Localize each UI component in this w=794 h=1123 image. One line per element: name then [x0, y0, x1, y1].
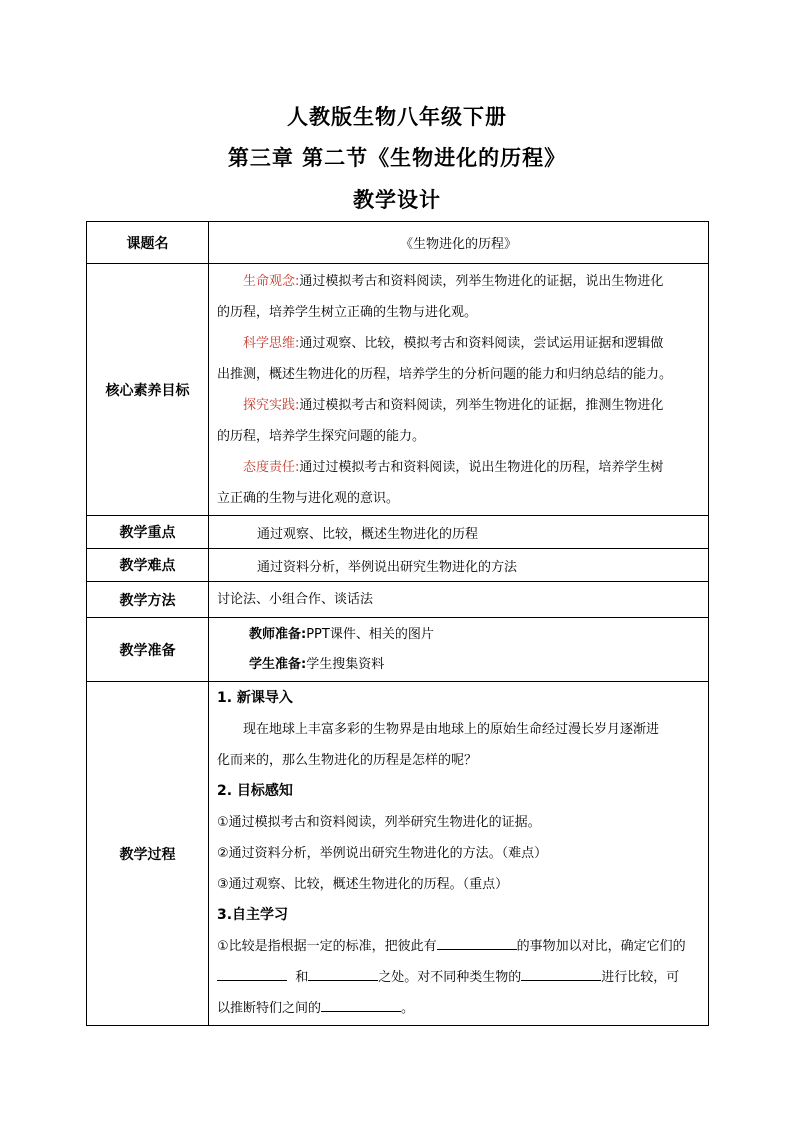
table-row-key-point — [87, 516, 709, 549]
teacher-prep-label: 教师准备: — [249, 626, 307, 642]
doc-title-line3: 教学设计 — [353, 187, 441, 212]
goal-tag: 科学思维: — [243, 335, 300, 351]
goal-text: 立正确的生物与进化观的意识。 — [217, 490, 400, 506]
goal-item — [209, 328, 708, 390]
topic-label: 课题名 — [87, 222, 209, 264]
process-label: 教学过程 — [87, 682, 209, 1026]
answer-blank — [321, 997, 401, 1012]
goal-text: 通过模拟考古和资料阅读，列举生物进化的证据，推测生物进化 — [299, 397, 664, 413]
table-row-prep — [87, 618, 709, 682]
goal-tag: 探究实践: — [243, 397, 300, 413]
table-row-process — [87, 682, 709, 1026]
teacher-prep-value: PPT课件、相关的图片 — [306, 626, 434, 642]
goal-text: 通过模拟考古和资料阅读，列举生物进化的证据，说出生物进化 — [299, 273, 664, 289]
goal-item — [209, 452, 708, 514]
doc-title-line2: 第三章 第二节《生物进化的历程》 — [227, 145, 567, 170]
goal-text: 出推测，概述生物进化的历程，培养学生的分析问题的能力和归纳总结的能力。 — [217, 366, 673, 382]
table-row-method — [87, 582, 709, 618]
doc-title-line1: 人教版生物八年级下册 — [287, 104, 507, 129]
key-point-label: 教学重点 — [87, 516, 209, 549]
table-row-goals — [87, 264, 709, 516]
method-value: 讨论法、小组合作、谈话法 — [209, 582, 709, 618]
goal-tag: 生命观念: — [243, 273, 300, 289]
method-label: 教学方法 — [87, 582, 209, 618]
objective-item: ①通过模拟考古和资料阅读，列举研究生物进化的证据。 — [217, 815, 541, 830]
fill-blank-line: ①比较是指根据一定的标准，把彼此有 的事物加以对比，确定它们的 — [217, 931, 700, 962]
process-text: 化而来的，那么生物进化的历程是怎样的呢？ — [217, 753, 478, 768]
goal-text: 的历程，培养学生树立正确的生物与进化观。 — [217, 304, 478, 320]
prep-label: 教学准备 — [87, 618, 209, 682]
lesson-plan-table — [86, 221, 709, 1026]
student-prep-label: 学生准备: — [249, 656, 307, 672]
fill-blank-line: 以推断特们之间的 。 — [217, 993, 700, 1024]
goal-text: 的历程，培养学生探究问题的能力。 — [217, 428, 426, 444]
student-prep-value: 学生搜集资料 — [306, 656, 385, 672]
answer-blank — [308, 966, 378, 981]
goals-label: 核心素养目标 — [87, 264, 209, 516]
key-point-value: 通过观察、比较，概述生物进化的历程 — [209, 516, 709, 549]
table-row-topic — [87, 222, 709, 264]
answer-blank — [437, 935, 517, 950]
goal-item — [209, 390, 708, 452]
objective-item: ②通过资料分析，举例说出研究生物进化的方法。（难点） — [217, 846, 548, 861]
answer-blank — [521, 966, 601, 981]
section-heading: 2. 目标感知 — [217, 783, 293, 799]
goal-text: 通过过模拟考古和资料阅读，说出生物进化的历程，培养学生树 — [299, 459, 664, 475]
table-row-difficulty — [87, 549, 709, 582]
goal-item — [209, 266, 708, 328]
goals-content — [209, 264, 709, 516]
answer-blank — [217, 966, 287, 981]
difficulty-label: 教学难点 — [87, 549, 209, 582]
goal-tag: 态度责任: — [243, 459, 300, 475]
objective-item: ③通过观察、比较，概述生物进化的历程。（重点） — [217, 877, 509, 892]
section-heading: 3.自主学习 — [217, 907, 289, 923]
process-text: 现在地球上丰富多彩的生物界是由地球上的原始生命经过漫长岁月逐渐进 — [243, 722, 660, 737]
difficulty-value: 通过资料分析，举例说出研究生物进化的方法 — [209, 549, 709, 582]
goal-text: 通过观察、比较，模拟考古和资料阅读，尝试运用证据和逻辑做 — [299, 335, 664, 351]
fill-blank-line: 和 之处。对不同种类生物的 进行比较，可 — [217, 962, 700, 993]
prep-content — [209, 618, 709, 682]
process-content — [209, 682, 709, 1026]
section-heading: 1. 新课导入 — [217, 690, 293, 706]
topic-value: 《生物进化的历程》 — [209, 222, 709, 264]
